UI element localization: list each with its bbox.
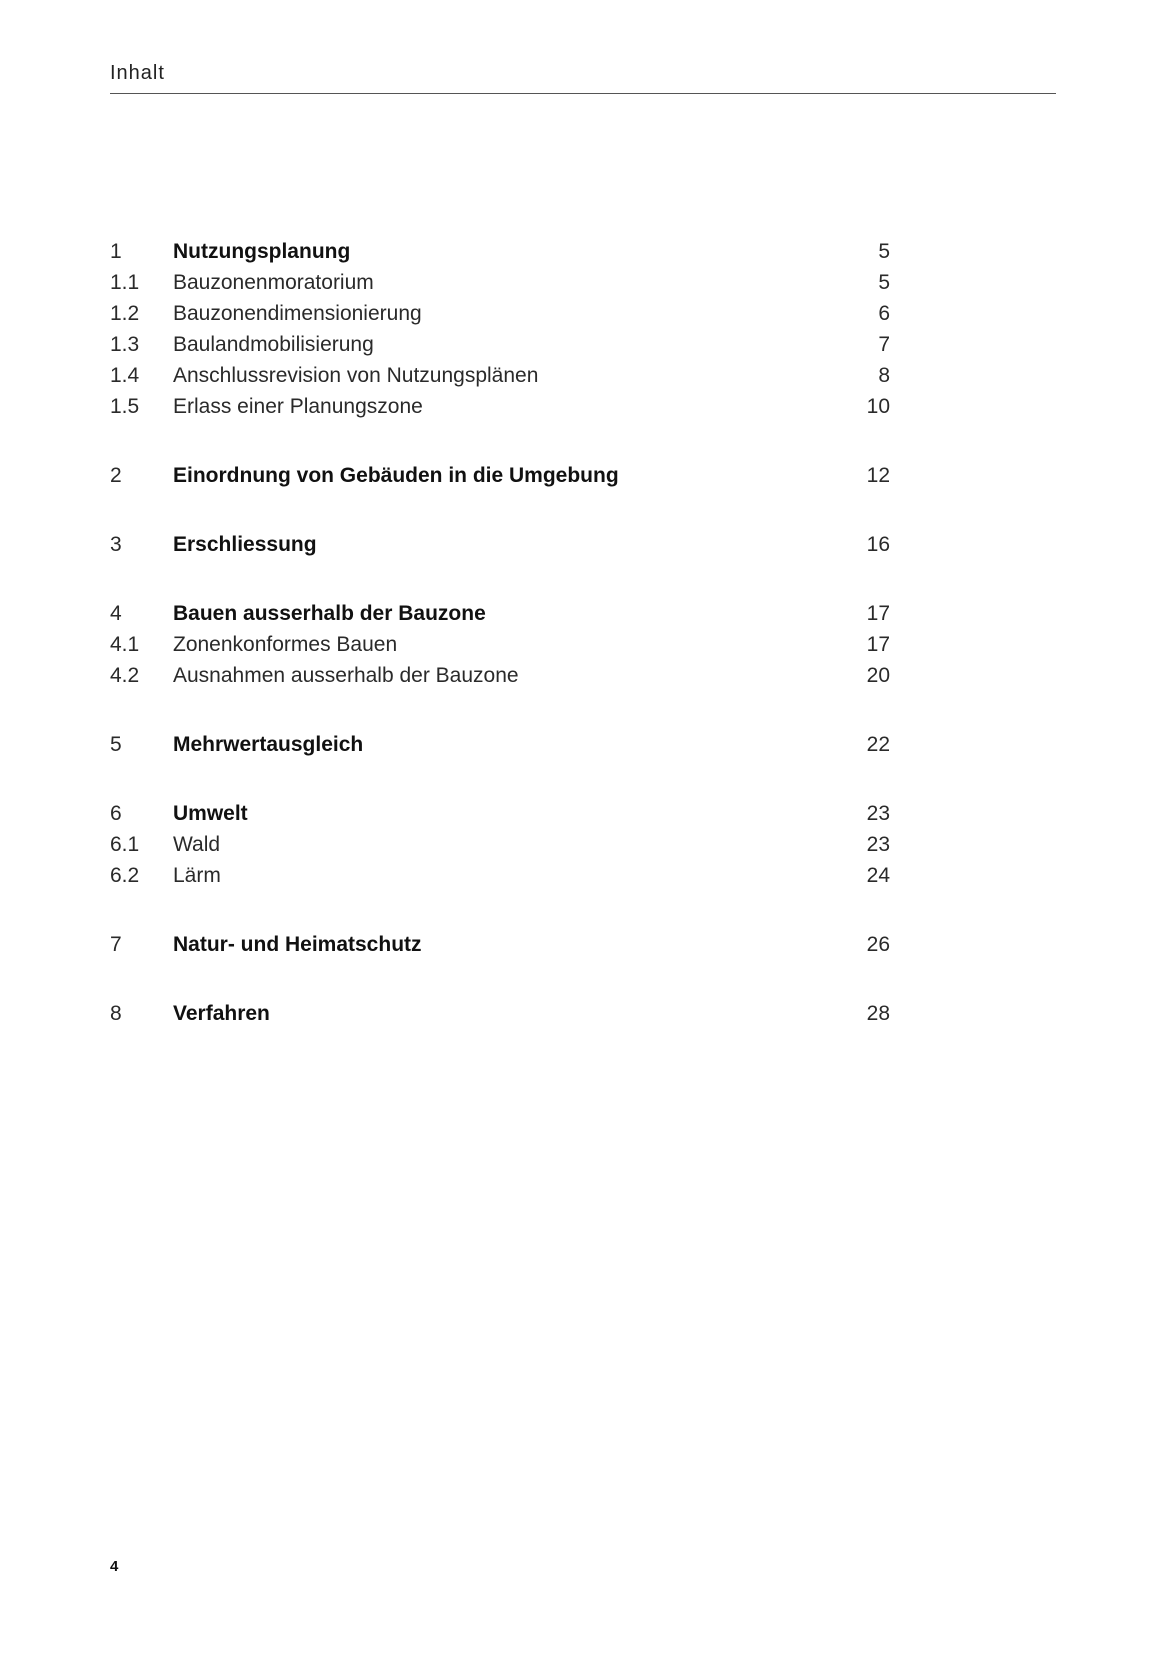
toc-entry-page: 23 [866,802,890,825]
toc-section [110,998,890,1029]
toc-entry-title: Natur- und Heimatschutz [173,933,422,956]
toc-section [110,598,890,691]
toc-entry-title: Zonenkonformes Bauen [173,633,398,656]
toc-entry-title: Baulandmobilisierung [173,333,374,356]
table-of-contents [110,236,890,1067]
toc-chapter-entry[interactable] [110,798,890,829]
toc-entry-title: Nutzungsplanung [173,240,351,263]
toc-entry-title: Einordnung von Gebäuden in die Umgebung [173,464,619,487]
page-number: 4 [110,1558,119,1575]
toc-entry-number: 6 [110,802,122,825]
toc-entry-page: 23 [866,833,890,856]
toc-chapter-entry[interactable] [110,529,890,560]
toc-chapter-entry[interactable] [110,998,890,1029]
toc-subchapter-entry[interactable] [110,829,890,860]
toc-entry-page: 5 [878,271,890,294]
toc-entry-number: 1.3 [110,333,140,356]
toc-entry-page: 10 [866,395,890,418]
toc-section [110,798,890,891]
toc-entry-number: 7 [110,933,122,956]
toc-section [110,929,890,960]
toc-subchapter-entry[interactable] [110,391,890,422]
toc-entry-number: 1.4 [110,364,140,387]
toc-section [110,236,890,422]
toc-entry-title: Ausnahmen ausserhalb der Bauzone [173,664,519,687]
toc-entry-page: 17 [866,633,890,656]
toc-subchapter-entry[interactable] [110,360,890,391]
toc-entry-page: 17 [866,602,890,625]
toc-entry-number: 8 [110,1002,122,1025]
toc-entry-title: Verfahren [173,1002,270,1025]
toc-entry-title: Lärm [173,864,221,887]
toc-entry-page: 8 [878,364,890,387]
toc-chapter-entry[interactable] [110,236,890,267]
toc-section [110,529,890,560]
toc-entry-title: Anschlussrevision von Nutzungsplänen [173,364,539,387]
toc-entry-title: Bauzonendimensionierung [173,302,422,325]
toc-entry-page: 20 [866,664,890,687]
toc-section [110,460,890,491]
header-divider [110,93,1056,94]
toc-entry-page: 7 [878,333,890,356]
toc-entry-title: Mehrwertausgleich [173,733,364,756]
toc-entry-number: 4.2 [110,664,140,687]
toc-entry-number: 3 [110,533,122,556]
toc-entry-number: 6.1 [110,833,140,856]
toc-chapter-entry[interactable] [110,460,890,491]
toc-chapter-entry[interactable] [110,929,890,960]
toc-entry-page: 16 [866,533,890,556]
toc-entry-page: 5 [878,240,890,263]
toc-entry-title: Wald [173,833,221,856]
toc-entry-page: 6 [878,302,890,325]
toc-subchapter-entry[interactable] [110,660,890,691]
toc-entry-page: 28 [866,1002,890,1025]
toc-entry-number: 1 [110,240,122,263]
page-header-title: Inhalt [110,62,165,84]
toc-entry-page: 12 [866,464,890,487]
toc-subchapter-entry[interactable] [110,629,890,660]
toc-entry-title: Erlass einer Planungszone [173,395,423,418]
toc-entry-number: 1.1 [110,271,140,294]
toc-chapter-entry[interactable] [110,729,890,760]
toc-entry-number: 2 [110,464,122,487]
toc-entry-number: 1.5 [110,395,140,418]
toc-entry-number: 4.1 [110,633,140,656]
toc-subchapter-entry[interactable] [110,329,890,360]
toc-entry-page: 22 [866,733,890,756]
toc-entry-page: 24 [866,864,890,887]
toc-entry-number: 1.2 [110,302,140,325]
toc-entry-number: 6.2 [110,864,140,887]
toc-subchapter-entry[interactable] [110,860,890,891]
toc-entry-page: 26 [866,933,890,956]
toc-entry-title: Erschliessung [173,533,317,556]
toc-entry-number: 4 [110,602,122,625]
toc-subchapter-entry[interactable] [110,267,890,298]
toc-entry-title: Bauen ausserhalb der Bauzone [173,602,486,625]
toc-section [110,729,890,760]
toc-subchapter-entry[interactable] [110,298,890,329]
toc-chapter-entry[interactable] [110,598,890,629]
toc-entry-number: 5 [110,733,122,756]
toc-entry-title: Umwelt [173,802,248,825]
toc-entry-title: Bauzonenmoratorium [173,271,374,294]
